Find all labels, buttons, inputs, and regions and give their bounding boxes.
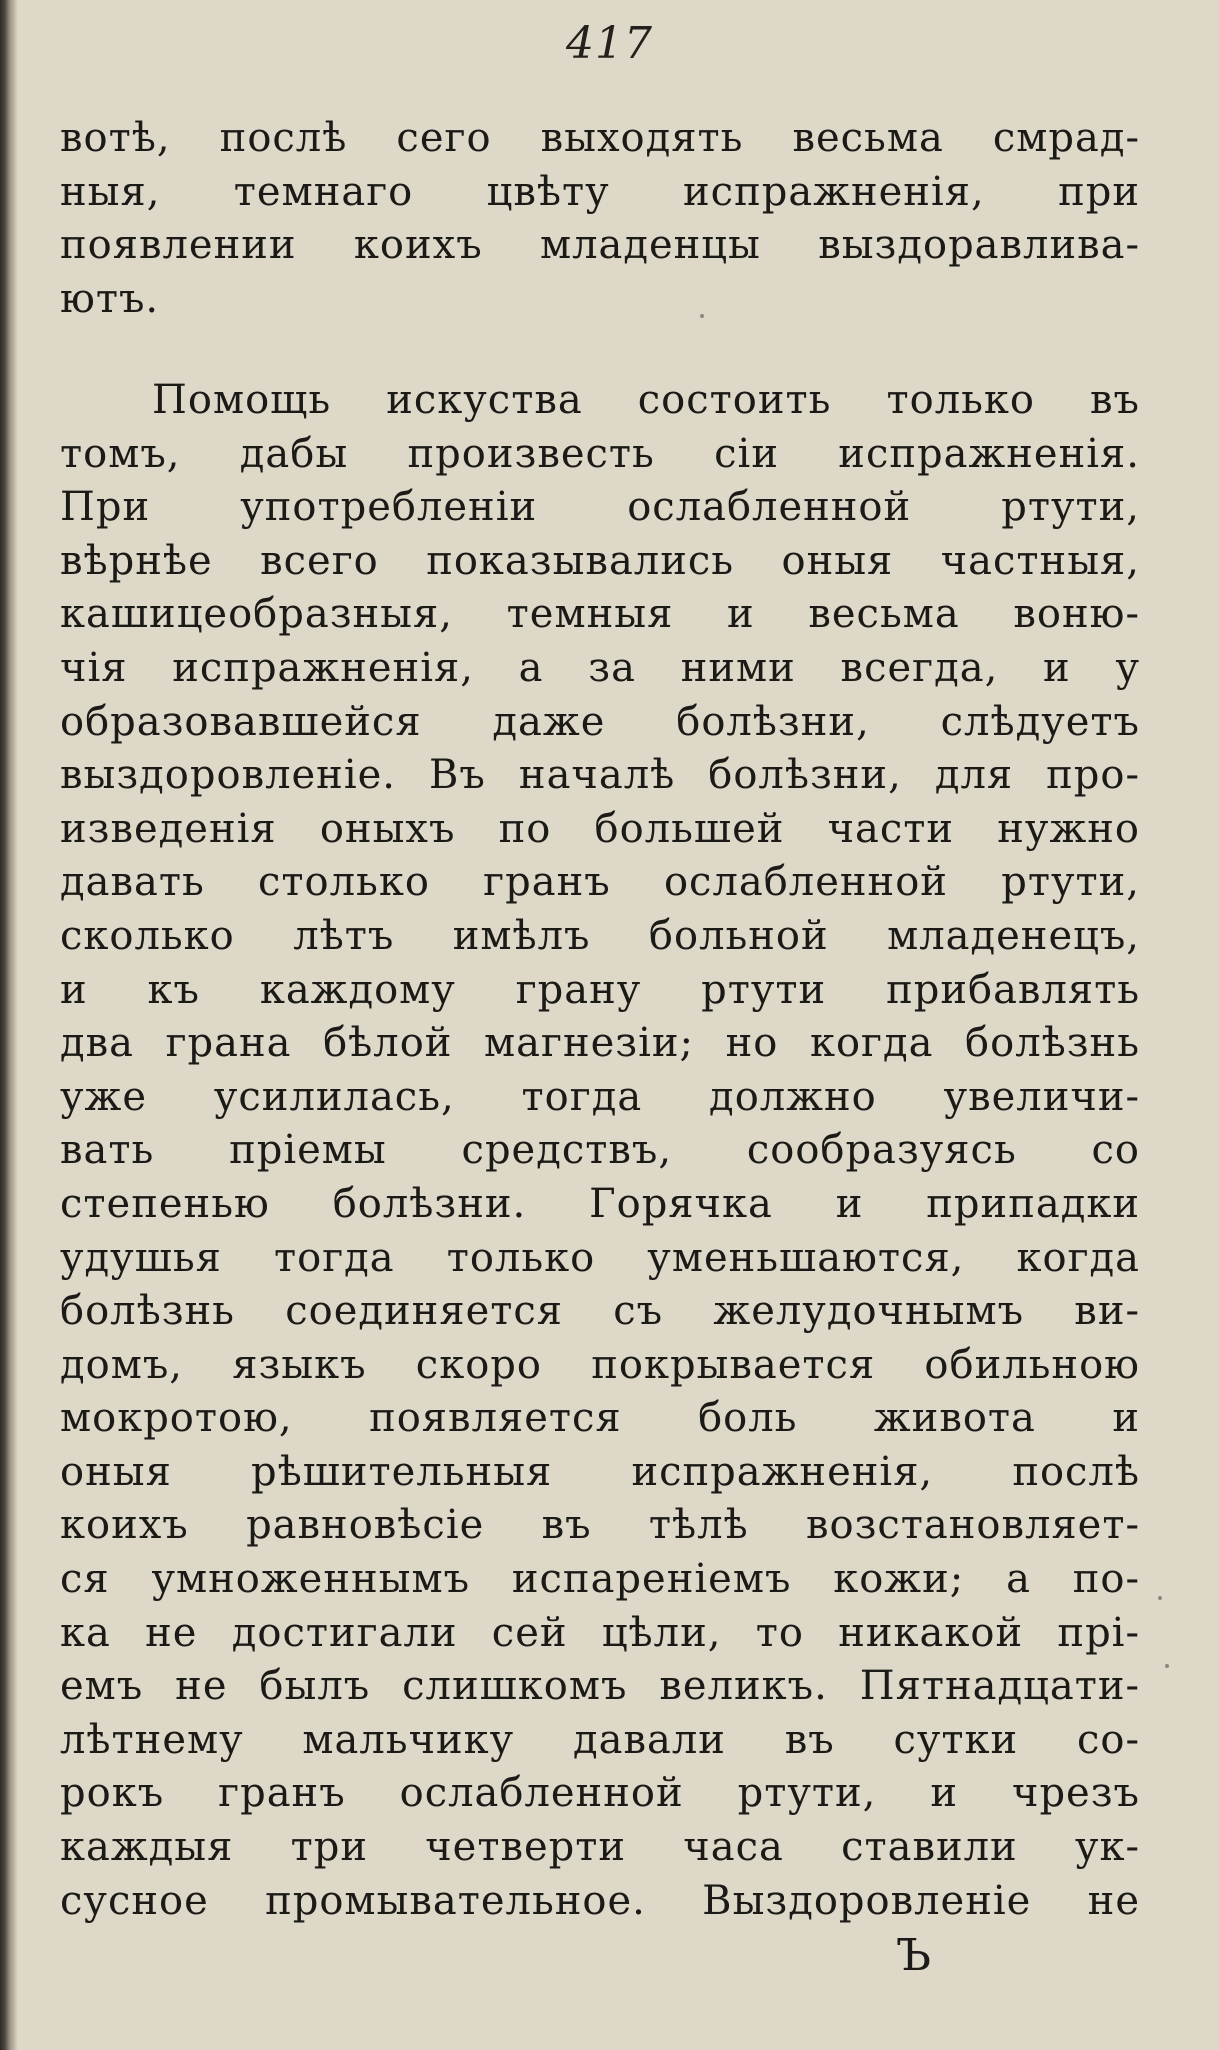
paragraph-2-line-15: вать пріемы средствъ, сообразуясь со (60, 1127, 1140, 1174)
paragraph-1-line-3: появлении коихъ младенцы выздоравлива- (60, 222, 1140, 269)
paragraph-2-line-12: и къ каждому грану ртути прибавлять (60, 966, 1140, 1013)
paragraph-2-line-21: оныя рѣшительныя испражненія, послѣ (60, 1448, 1140, 1495)
paragraph-2-line-25: емъ не былъ слишкомъ великъ. Пятнадцати- (60, 1663, 1140, 1710)
paragraph-2-line-13: два грана бѣлой магнезіи; но когда болѣзнь (60, 1020, 1140, 1067)
paragraph-1-line-1: вотѣ, послѣ сего выходять весьма смрад- (60, 115, 1140, 161)
paragraph-2-line-6: чія испражненія, а за ними всегда, и у (60, 644, 1140, 691)
paragraph-2-line-27: рокъ гранъ ослабленной ртути, и чрезъ (60, 1770, 1140, 1817)
paragraph-1-line-2: ныя, темнаго цвѣту испражненія, при (60, 168, 1140, 215)
paragraph-2-line-14: уже усилилась, тогда должно увеличи- (60, 1073, 1140, 1120)
paragraph-2-line-22: коихъ равновѣсіе въ тѣлѣ возстановляет- (60, 1502, 1140, 1549)
paragraph-2-line-8: выздоровленіе. Въ началѣ болѣзни, для про- (60, 752, 1140, 799)
paper-speck-1 (700, 314, 704, 318)
paragraph-2-line-24: ка не достигали сей цѣли, то никакой прі- (60, 1609, 1140, 1656)
paragraph-2-line-3: При употребленіи ослабленной ртути, (60, 484, 1140, 531)
paragraph-2-line-23: ся умноженнымъ испареніемъ кожи; а по- (60, 1556, 1140, 1603)
paper-speck-2 (1158, 1596, 1162, 1600)
page-number: 417 (566, 18, 653, 69)
paragraph-2-line-17: удушья тогда только уменьшаются, когда (60, 1234, 1140, 1281)
paragraph-2-line-26: лѣтнему мальчику давали въ сутки со- (60, 1716, 1140, 1763)
paragraph-2-line-9: изведенія оныхъ по большей части нужно (60, 805, 1140, 852)
paragraph-2-line-16: степенью болѣзни. Горячка и припадки (60, 1180, 1140, 1227)
paragraph-2-line-7: образовавшейся даже болѣзни, слѣдуетъ (60, 698, 1140, 745)
paragraph-2-line-19: домъ, языкъ скоро покрывается обильною (60, 1341, 1140, 1388)
paragraph-1 (60, 112, 1140, 326)
paragraph-2-line-29: сусное промывательное. Выздоровленіе не (60, 1877, 1140, 1924)
paragraph-2-line-20: мокротою, появляется боль живота и (60, 1395, 1140, 1442)
paragraph-2-line-18: болѣзнь соединяется съ желудочнымъ ви- (60, 1288, 1140, 1335)
paragraph-2-line-11: сколько лѣтъ имѣлъ больной младенецъ, (60, 912, 1140, 959)
catchword: Ъ (896, 1930, 931, 1981)
paragraph-2-line-28: каждыя три четверти часа ставили ук- (60, 1824, 1140, 1871)
paragraph-2 (60, 374, 1140, 1928)
paragraph-2-line-2: томъ, дабы произвесть сіи испражненія. (60, 430, 1140, 477)
paragraph-2-line-10: давать столько гранъ ослабленной ртути, (60, 859, 1140, 906)
paper-speck-3 (1165, 1664, 1169, 1668)
paragraph-2-line-1: Помощь искуства состоить только въ (152, 377, 1140, 423)
paragraph-2-line-4: вѣрнѣе всего показывались оныя частныя, (60, 537, 1140, 584)
paragraph-2-line-5: кашицеобразныя, темныя и весьма воню- (60, 591, 1140, 638)
paragraph-1-line-4: ютъ. (60, 275, 160, 322)
